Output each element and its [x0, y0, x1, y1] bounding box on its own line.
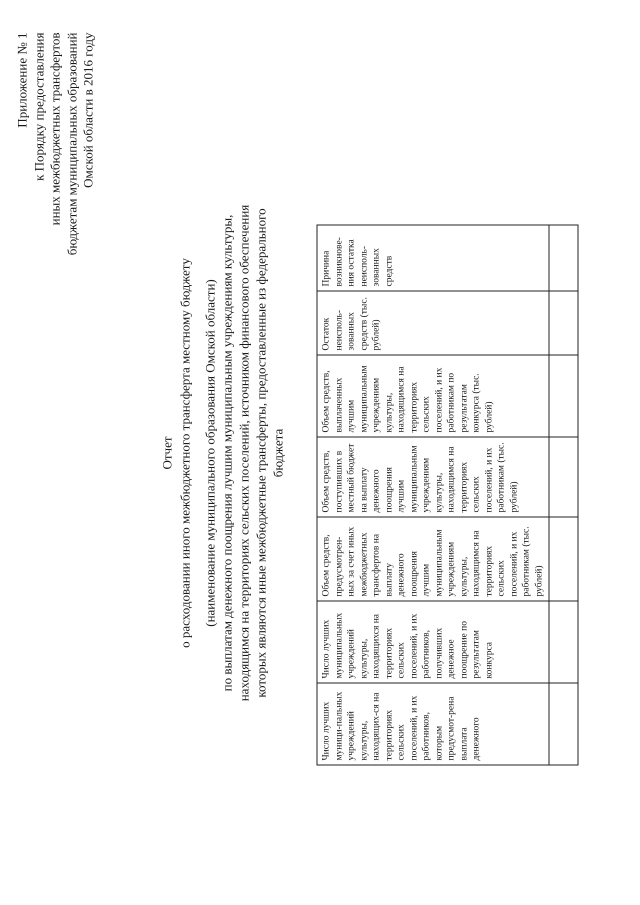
header-cell-4	[317, 437, 549, 517]
header-text-3: Объем средств, предусмотрен-ных за счет иных межбюджетных трансфертов на выплату денежного поощрения лучшим муниципальным учреждениям культуры, находящимся на территориях сельских поселений, и их работникам (тыс. рублей)	[321, 525, 544, 596]
empty-cell	[549, 437, 578, 517]
header-cell-5	[317, 355, 549, 437]
report-description: по выплатам денежного поощрения лучшим муниципальным учреждениям культуры, находящимся на территориях сельских поселений, источником финансового обеспечения которых являются иные межбюджетные трансферты, предоставленные из федерального бюджета	[219, 204, 285, 701]
empty-cell	[549, 355, 578, 437]
report-table	[316, 224, 578, 765]
header-cell-3	[317, 517, 549, 601]
header-cell-2	[317, 601, 549, 683]
empty-cell	[549, 601, 578, 683]
municipality-name-hint: (наименование муниципального образования Омской области)	[202, 278, 217, 627]
report-heading	[158, 0, 286, 905]
empty-cell	[549, 225, 578, 291]
appendix-line-2: к Порядку предоставления	[30, 32, 46, 181]
appendix-line-3: иных межбюджетных трансфертов	[47, 32, 62, 225]
table-empty-row	[549, 225, 578, 765]
empty-cell	[549, 517, 578, 601]
appendix-line-5: Омской области в 2016 году	[80, 32, 95, 188]
header-cell-6	[317, 291, 549, 355]
table-header-row	[317, 225, 549, 765]
appendix-line-1: Приложение № 1	[14, 32, 29, 128]
appendix-block	[14, 32, 97, 255]
report-title: Отчет	[159, 435, 174, 470]
header-text-7: Причина возникнове-ния остатка неисполь-зованных средств	[321, 236, 394, 286]
empty-cell	[549, 683, 578, 765]
header-text-5: Объем средств, выплаченных лучшим муниципальным учреждениям культуры, находящимся на территориях сельских поселений, и их работникам по результатам конкурса (тыс. рублей)	[321, 364, 494, 432]
report-subtitle: о расходовании иного межбюджетного трансферта местному бюджету	[177, 257, 192, 648]
header-cell-1	[317, 683, 549, 765]
header-text-4: Объем средств, поступивших в местный бюджет на выплату денежного поощрения лучшим муниципальным учреждениям культуры, находящимся на территориях сельских поселений, и их работникам (тыс. рублей)	[321, 441, 519, 512]
appendix-line-4: бюджетам муниципальных образований	[63, 32, 79, 255]
header-cell-7	[317, 225, 549, 291]
header-text-1: Число лучших муници-пальных учреждений культуры, находящих-ся на территориях сельских поселений, и их работников, которым предусмот-рена выплата денежного	[321, 691, 481, 760]
header-text-2: Число лучших муниципальных учреждений культуры, находящихся на территориях сельских поселений, и их работников, получивших денежное поощрение по результатам конкурса	[321, 612, 494, 678]
empty-cell	[549, 291, 578, 355]
header-text-6: Остаток неисполь-зованных средств (тыс. рублей)	[321, 296, 381, 350]
